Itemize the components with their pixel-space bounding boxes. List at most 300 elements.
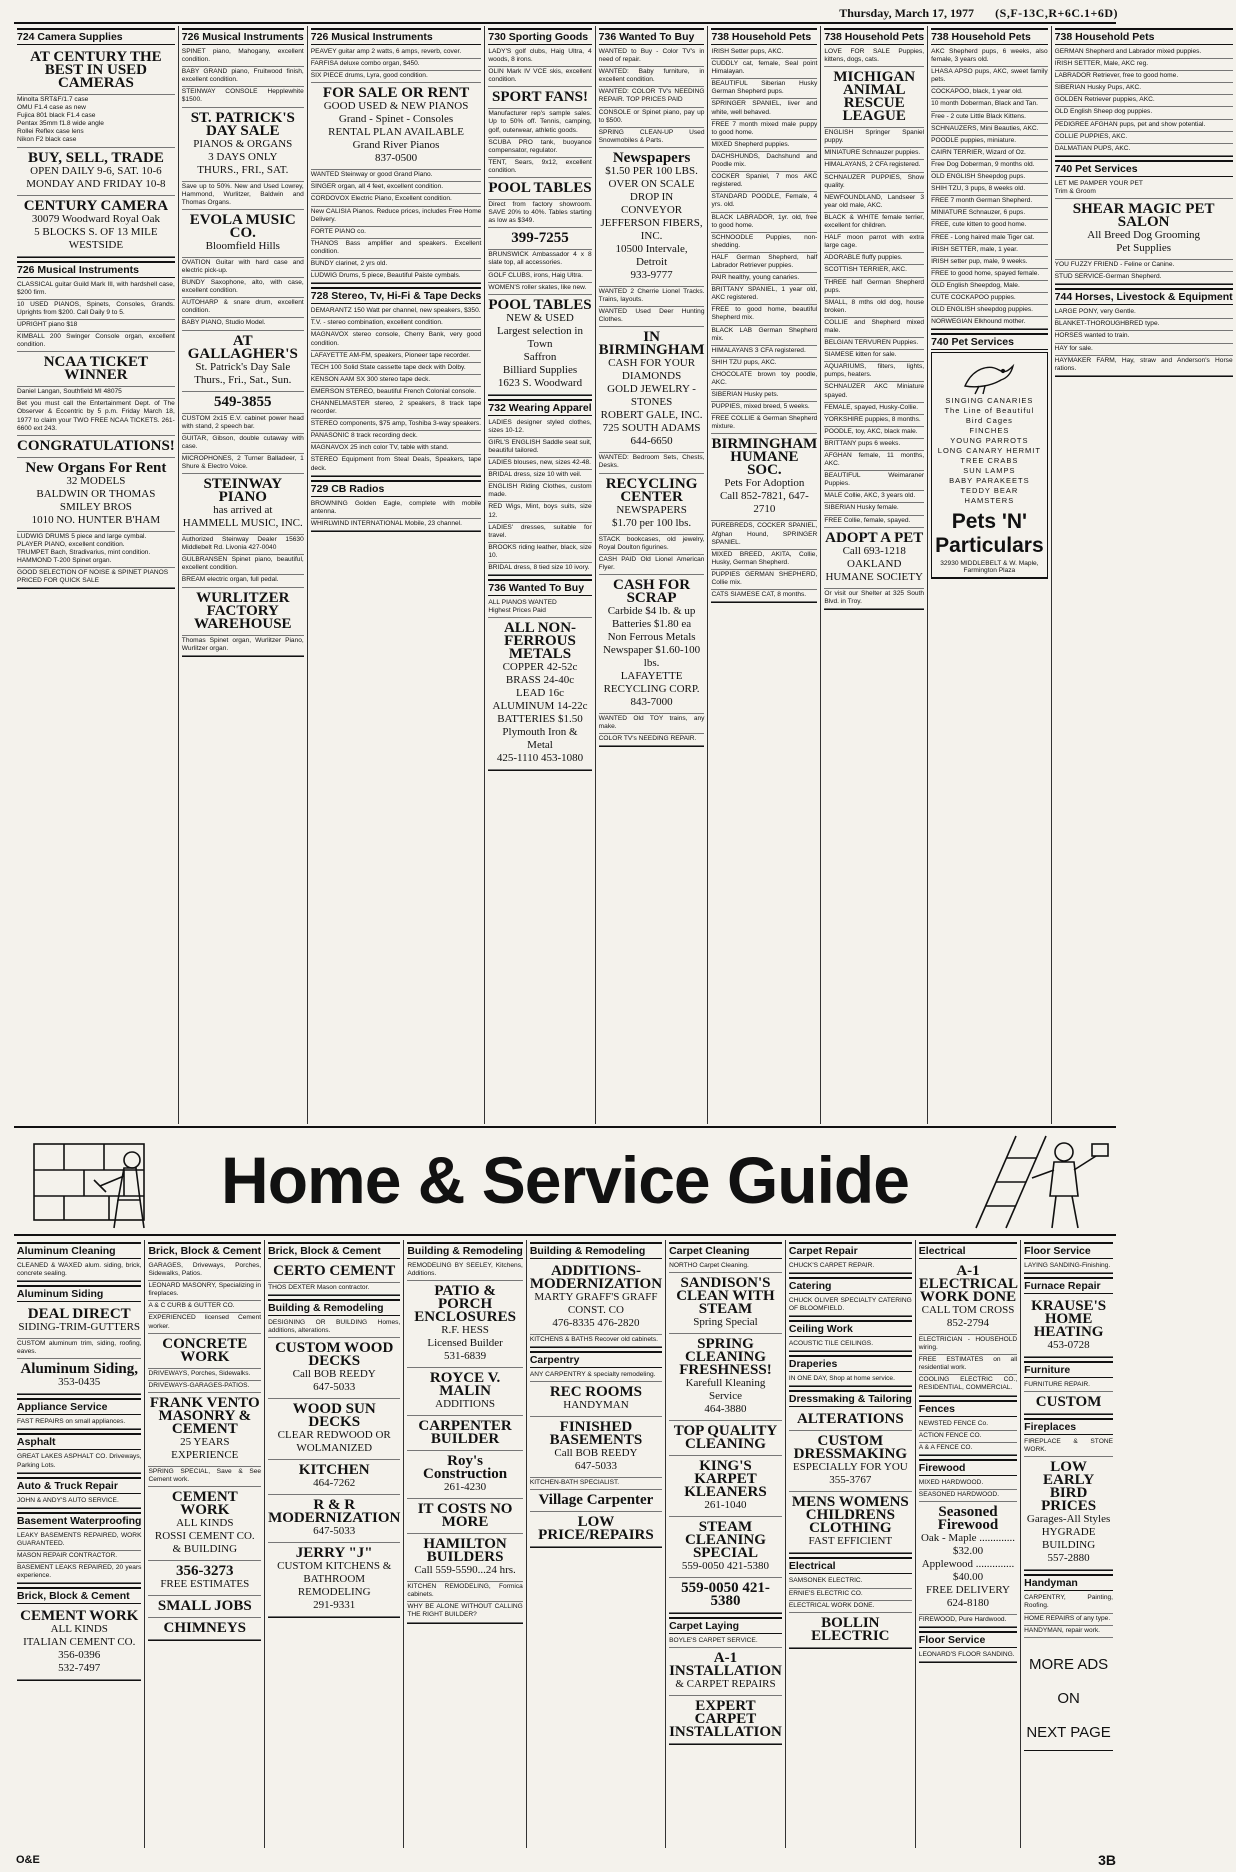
classified-ad — [311, 239, 482, 259]
section-heading: Handyman — [1024, 1574, 1113, 1591]
ad-line: LHASA APSO pups, AKC, sweet family pets. — [931, 68, 1048, 84]
ad-line: LOW PRICE/REPAIRS — [538, 1514, 654, 1544]
classified-section — [17, 1285, 141, 1395]
classified-ad — [17, 1261, 141, 1281]
ad-line: YOU FUZZY FRIEND - Feline or Canine. — [1054, 261, 1175, 269]
ad-line: Call 852-7821, 647-2710 — [719, 490, 809, 516]
ad-line: 5 BLOCKS S. OF 13 MILE WESTSIDE — [34, 225, 158, 251]
classified-ad — [1055, 319, 1233, 331]
ad-line: DRIVEWAYS, Porches, Sidewalks. — [148, 1369, 251, 1377]
ad-line: GREAT LAKES ASPHALT CO. Driveways, Parking Lots. — [17, 1453, 142, 1469]
ad-line: COPPER 42-52c — [502, 661, 578, 674]
ad-line: OLD ENGLISH sheepdog puppies. — [931, 306, 1033, 314]
pets-ad-line: The Line of Beautiful — [944, 406, 1035, 416]
classified-ad — [182, 588, 304, 636]
classified-ad — [311, 47, 482, 59]
ad-line: BRUNSWICK Ambassador 4 x 8 slate top, all accessories. — [488, 251, 592, 267]
ad-line: WURLITZER FACTORY WAREHOUSE — [194, 589, 292, 632]
classified-ad — [711, 390, 817, 402]
ad-line: FREE COLLIE & German Shepherd mixture. — [711, 415, 818, 431]
ad-line: Bloomfield Hills — [205, 239, 280, 252]
classified-ad — [311, 271, 482, 283]
classified-ad — [789, 1261, 912, 1273]
classified-ad — [311, 375, 482, 387]
ad-line: Roy's Construction — [422, 1453, 508, 1483]
ad-line: Authorized Steinway Dealer 15630 Middlebelt Rd. Livonia 427-0040 — [181, 536, 304, 552]
classified-ad — [824, 47, 924, 67]
ad-line: WOOD SUN DECKS — [292, 1401, 376, 1431]
ad-line: NORTHO Carpet Cleaning. — [669, 1262, 749, 1269]
ad-line: LADIES designer styled clothes, sizes 10-12. — [488, 418, 592, 434]
classified-section — [789, 1557, 912, 1648]
classified-ad — [824, 471, 924, 491]
classified-ad — [148, 1393, 261, 1467]
classified-ad — [268, 1399, 400, 1460]
classified-ad — [488, 67, 591, 87]
classified-ad — [182, 575, 304, 587]
bottom-column — [786, 1240, 916, 1848]
ad-line: Free Dog Doberman, 9 months old. — [931, 160, 1035, 168]
ad-line: GULBRANSEN Spinet piano, beautiful, excellent condition. — [181, 556, 304, 572]
ad-line: IN BIRMINGHAM — [598, 329, 705, 359]
classified-ad — [824, 589, 924, 609]
ad-line: YORKSHIRE puppies, 8 months. — [824, 415, 921, 423]
ad-line: AFGHAN female, 11 months, AKC. — [824, 452, 925, 468]
classified-ad — [1055, 59, 1233, 71]
ad-line: CALL TOM CROSS — [921, 1304, 1015, 1316]
classified-ad — [311, 351, 482, 363]
classified-ad — [311, 330, 482, 350]
ad-line: IRISH SETTER, male, 1 year. — [931, 245, 1018, 253]
ad-line: PATIO & PORCH ENCLOSURES — [414, 1283, 516, 1326]
classified-ad — [311, 519, 482, 531]
classified-ad — [488, 470, 591, 482]
ad-line: BUNDY Saxophone, alto, with case, excellent condition. — [181, 279, 304, 295]
ad-line: Highest Prices Paid — [488, 607, 546, 615]
ad-line: 30079 Woodward Royal Oak — [31, 212, 160, 225]
classified-ad — [824, 265, 924, 277]
top-column — [1052, 26, 1236, 1124]
ad-line: TENT, Sears, 9x12, excellent condition. — [488, 158, 592, 174]
classified-ad — [789, 1339, 912, 1351]
ad-line: CUSTOM aluminum trim, siding, roofing, eaves. — [17, 1340, 142, 1356]
ad-line: COCKER Spaniel, 7 mos AKC registered. — [711, 173, 818, 189]
classified-ad — [148, 1381, 261, 1393]
classified-ad — [824, 278, 924, 298]
classified-section — [311, 287, 482, 476]
classified-ad — [789, 1589, 912, 1601]
ad-line: 453-0728 — [1047, 1339, 1090, 1352]
ad-line: GUITAR, Gibson, double cutaway with case. — [181, 434, 304, 450]
ad-line: 532-7497 — [58, 1662, 101, 1675]
ad-line: MIXED Shepherd puppies. — [711, 140, 790, 148]
ad-line: LEONARD MASONRY, Specializing in fireplaces. — [148, 1282, 262, 1298]
ad-line: ITALIAN CEMENT CO. — [23, 1636, 136, 1649]
ad-line: Free - 2 cute Little Black Kittens. — [931, 112, 1027, 120]
section-heading: 729 CB Radios — [311, 480, 482, 497]
classified-ad — [148, 1281, 261, 1301]
ad-line: PUREBREDS, COCKER SPANIEL, Afghan Hound, SPRINGER SPANIEL. — [711, 522, 818, 546]
classified-ad — [931, 160, 1048, 172]
classified-ad — [407, 1602, 523, 1622]
classified-ad — [1055, 307, 1233, 319]
ad-line: FREE - Long haired male Tiger cat. — [931, 233, 1035, 241]
classified-ad — [488, 47, 591, 67]
ad-line: ELECTRICIAN - HOUSEHOLD wiring. — [918, 1336, 1018, 1352]
classified-ad — [931, 87, 1048, 99]
classified-ad — [1055, 120, 1233, 132]
ad-line: IRISH Setter pups, AKC. — [711, 48, 784, 55]
classified-ad — [1024, 1261, 1113, 1273]
ad-line: FORTE PIANO co. — [310, 227, 366, 235]
classified-ad — [488, 200, 591, 228]
classified-ad — [711, 273, 817, 285]
ad-line: SIBERIAN Husky pets. — [711, 391, 779, 399]
ad-line: CARPENTER BUILDER — [418, 1418, 512, 1448]
ad-line: RED Wigs, Mint, boys suits, size 12. — [488, 503, 592, 519]
classified-ad — [17, 399, 175, 435]
ad-line: Rollei Reflex case lens — [17, 128, 84, 136]
section-heading: Firewood — [919, 1459, 1017, 1476]
ad-line: FURNITURE REPAIR. — [1024, 1381, 1090, 1389]
classified-ad — [711, 172, 817, 192]
classified-ad — [311, 71, 482, 83]
ad-line: THANOS Bass amplifier and speakers. Excellent condition. — [310, 239, 482, 255]
classified-section — [669, 1242, 782, 1614]
ad-line: Billiard Supplies — [502, 363, 578, 376]
ad-line: PUPPIES GERMAN SHEPHERD, Collie mix. — [711, 570, 818, 587]
ad-line: GOOD USED & NEW PIANOS — [323, 100, 469, 113]
ad-line: UPRIGHT piano $18 — [17, 320, 78, 328]
ad-line: ALTERATIONS — [796, 1411, 904, 1428]
classified-ad — [931, 208, 1048, 220]
classified-ad — [824, 362, 924, 382]
classified-ad — [488, 87, 591, 109]
ad-line: MIXED HARDWOOD. — [918, 1478, 984, 1486]
classified-ad — [488, 482, 591, 502]
classified-ad — [268, 1495, 400, 1543]
ad-line: GOLD JEWELRY - STONES — [607, 383, 696, 409]
ad-line: STEAM CLEANING SPECIAL — [685, 1519, 766, 1562]
ad-line: OMU F1.4 case as new — [17, 104, 86, 112]
classified-section — [789, 1242, 912, 1274]
classified-ad — [669, 1273, 782, 1334]
ad-line: BRITTANY SPANIEL, 1 year old, AKC registered. — [711, 286, 818, 302]
classified-ad — [711, 99, 817, 119]
classified-ad — [711, 233, 817, 253]
ad-line: SCOTTISH TERRIER, AKC. — [824, 266, 907, 274]
classified-ad — [268, 1543, 400, 1617]
classified-ad — [824, 298, 924, 318]
ad-line: SMALL JOBS — [157, 1598, 252, 1615]
ad-line: KITCHEN-BATH SPECIALIST. — [529, 1479, 620, 1487]
classified-ad — [824, 318, 924, 338]
ad-line: CORDOVOX Electric Piano, Excellent condition. — [310, 195, 452, 203]
classified-ad — [711, 79, 817, 99]
ad-line: 10500 Intervale, Detroit — [615, 242, 688, 268]
ad-line: Saffron — [523, 350, 557, 363]
classified-ad — [824, 403, 924, 415]
classified-ad — [1055, 356, 1233, 376]
ad-line: Applewood .............. $40.00 — [921, 1558, 1015, 1584]
classified-ad — [488, 502, 591, 522]
classified-ad — [711, 140, 817, 152]
ad-line: Non Ferrous Metals — [607, 630, 696, 643]
classified-ad — [17, 436, 175, 458]
classified-ad — [17, 1531, 141, 1551]
classified-ad — [530, 1382, 662, 1417]
classified-ad — [311, 363, 482, 375]
ad-line: CHOCOLATE brown toy poodle, AKC. — [711, 370, 818, 386]
classified-ad — [599, 287, 705, 307]
classified-ad — [599, 327, 705, 453]
classified-ad — [268, 1460, 400, 1495]
classified-ad — [311, 306, 482, 318]
classified-ad — [824, 415, 924, 427]
more-ads-line: MORE ADS — [1028, 1655, 1109, 1673]
ad-line: IRISH SETTER, Male, AKC reg. — [1054, 60, 1149, 68]
classified-ad — [488, 250, 591, 270]
classified-ad — [824, 427, 924, 439]
classified-ad — [599, 714, 705, 734]
classified-ad — [1055, 260, 1233, 272]
ad-line: PIANOS & ORGANS — [193, 137, 293, 150]
ad-line: Grand River Pianos — [352, 139, 440, 152]
classified-ad — [919, 1375, 1017, 1395]
classified-ad — [488, 563, 591, 575]
ad-line: ALL KINDS — [176, 1517, 234, 1530]
ad-line: LABRADOR Retriever, free to good home. — [1054, 72, 1179, 80]
ad-line: LOVE FOR SALE Puppies, kittens, dogs, cats. — [824, 48, 925, 64]
ad-line: CONGRATULATIONS! — [17, 437, 175, 454]
classified-ad — [824, 338, 924, 350]
ad-line: EXPERT CARPET INSTALLATION — [669, 1698, 782, 1741]
classified-ad — [711, 120, 817, 140]
classified-ad — [669, 1636, 782, 1648]
ad-line: CUSTOM WOOD DECKS — [275, 1340, 394, 1370]
ad-line: JERRY "J" — [295, 1545, 373, 1562]
classified-ad — [17, 332, 175, 352]
ad-line: HAMMELL MUSIC, INC. — [182, 517, 303, 530]
ad-line: 933-9777 — [630, 268, 673, 281]
ad-line: NCAA TICKET WINNER — [43, 354, 149, 384]
ad-line: SCUBA PRO tank, buoyance compensator, regulator. — [488, 138, 592, 154]
classified-ad — [311, 419, 482, 431]
ad-line: Pets For Adoption — [724, 477, 805, 490]
ad-line: POOL TABLES — [488, 180, 592, 197]
classified-section — [1055, 28, 1233, 157]
classified-ad — [407, 1534, 523, 1582]
section-heading: 726 Musical Instruments — [17, 261, 175, 278]
classified-ad — [17, 300, 175, 320]
ad-line: 10 USED PIANOS, Spinets, Consoles, Grands. Uprights from $200. Call Daily 9 to 5. — [17, 300, 175, 316]
ad-line: 531-6839 — [443, 1350, 487, 1363]
classified-section — [530, 1351, 662, 1548]
ad-line: MENS WOMENS CHILDRENS CLOTHING — [791, 1494, 909, 1537]
classified-ad — [789, 1576, 912, 1588]
classified-ad — [488, 543, 591, 563]
classified-ad — [17, 95, 175, 148]
ad-line: REC ROOMS — [549, 1384, 642, 1401]
section-heading: 738 Household Pets — [711, 28, 817, 45]
ad-line: Trim & Groom — [1054, 187, 1096, 195]
classified-ad — [919, 1335, 1017, 1355]
classified-ad — [711, 521, 817, 549]
ad-line: BABY GRAND piano, Fruitwood finish, excellent condition. — [181, 68, 304, 84]
ad-line: Nikon F2 black case — [17, 136, 77, 144]
classified-section — [17, 1242, 141, 1282]
top-column — [308, 26, 486, 1124]
ad-line: SIBERIAN Husky female. — [824, 504, 899, 512]
classified-ad — [17, 1563, 141, 1583]
ad-line: ALL PIANOS WANTED — [488, 599, 557, 607]
ad-line: Minolta SRT&F/1.7 case — [17, 96, 89, 103]
classified-ad — [17, 196, 175, 257]
ad-line: KENSON AAM SX 300 stereo tape deck. — [310, 375, 431, 383]
classified-ad — [311, 318, 482, 330]
ad-line: STUD SERVICE-German Shepherd. — [1054, 273, 1162, 281]
section-heading: Dressmaking & Tailoring — [789, 1390, 912, 1407]
section-heading: Ceiling Work — [789, 1320, 912, 1337]
ad-line: Largest selection in Town — [497, 324, 583, 350]
page-number: 3B — [1098, 1852, 1116, 1868]
classified-section — [268, 1299, 400, 1618]
classified-ad — [824, 350, 924, 362]
ad-line: 425-1110 453-1080 — [496, 752, 584, 765]
classified-ad — [711, 370, 817, 390]
classified-ad — [182, 278, 304, 298]
ad-line: $1.50 PER 100 LBS. — [605, 164, 698, 177]
classified-ad — [919, 1431, 1017, 1443]
classified-section — [530, 1242, 662, 1348]
ad-line: BROWNING Golden Eagle, complete with mobile antenna. — [310, 499, 482, 515]
classified-ad — [931, 99, 1048, 111]
classified-ad — [931, 269, 1048, 281]
ad-line: OVER ON SCALE — [608, 177, 695, 190]
classified-ad — [311, 387, 482, 399]
ad-line: HALF moon parrot with extra large cage. — [824, 234, 925, 250]
ad-line: RECYCLING CENTER — [605, 475, 698, 505]
ad-line: 559-0050 421-5380 — [681, 1580, 770, 1610]
ad-line: 32 MODELS — [66, 474, 126, 487]
classified-ad — [824, 439, 924, 451]
pets-ad-line: BABY PARAKEETS — [949, 476, 1030, 486]
ad-line: Karefull Kleaning Service — [685, 1377, 766, 1403]
section-heading: 740 Pet Services — [931, 333, 1048, 350]
ad-line: 1623 S. Woodward — [497, 376, 583, 389]
ad-line: FINISHED BASEMENTS — [549, 1419, 643, 1449]
ad-line: SMALL, 8 mths old dog, house broken. — [824, 298, 925, 314]
ad-line: ROSSI CEMENT CO. — [154, 1530, 255, 1543]
ad-line: BLACK LAB German Shepherd mix. — [711, 326, 818, 342]
classified-ad — [919, 1261, 1017, 1335]
classified-ad — [182, 535, 304, 555]
ad-line: STEREO Equipment from Steal Deals, Speakers, tape deck. — [310, 456, 482, 472]
classified-ad — [1024, 1380, 1113, 1392]
classified-ad — [931, 317, 1048, 329]
ad-line: ROYCE V. MALIN — [429, 1370, 501, 1400]
classified-ad — [488, 228, 591, 250]
issue-date: Thursday, March 17, 1977 — [839, 6, 974, 20]
classified-ad — [599, 148, 705, 287]
classified-section — [148, 1242, 261, 1641]
ad-line: & BUILDING — [172, 1543, 238, 1556]
classified-ad — [711, 358, 817, 370]
classified-ad — [1024, 1296, 1113, 1357]
ad-line: 3 DAYS ONLY — [208, 150, 278, 163]
classified-ad — [599, 67, 705, 87]
ad-line: CUSTOM KITCHENS & BATHROOM REMODELING — [277, 1560, 392, 1599]
ad-line: AQUARIUMS, filters, lights, pumps, heaters. — [824, 363, 925, 379]
section-heading: Fences — [919, 1400, 1017, 1417]
ad-line: CONCRETE WORK — [162, 1335, 248, 1365]
ad-line: OAKLAND HUMANE SOCIETY — [825, 557, 923, 583]
pets-ad-line: YOUNG PARROTS — [950, 436, 1029, 446]
classified-section — [17, 28, 175, 258]
ad-line: Save up to 50%. New and Used Lowrey, Hammond, Wurlitzer, Baldwin and Thomas Organs. — [181, 182, 304, 206]
ad-line: Batteries $1.80 ea — [612, 617, 692, 630]
ad-line: KIMBALL 200 Swinger Console organ, excellent condition. — [17, 333, 175, 349]
classified-ad — [311, 207, 482, 227]
ad-line: FAST EFFICIENT — [808, 1535, 893, 1548]
classified-ad — [931, 67, 1048, 87]
classified-ad — [148, 1313, 261, 1333]
ad-line: LOW EARLY BIRD PRICES — [1041, 1459, 1097, 1515]
classified-ad — [931, 293, 1048, 305]
classified-ad — [824, 193, 924, 213]
classified-section — [919, 1400, 1017, 1456]
ad-line: FREE to good home, beautiful Shepherd mix. — [711, 306, 818, 322]
classified-section — [17, 1587, 141, 1681]
classified-ad — [17, 387, 175, 399]
classified-section — [1055, 288, 1233, 377]
ad-line: SAMSONEK ELECTRIC. — [788, 1577, 863, 1585]
pets-ad-line: SINGING CANARIES — [945, 396, 1034, 406]
ad-line: CASH FOR SCRAP — [613, 576, 691, 606]
classified-ad — [931, 47, 1048, 67]
classified-ad — [17, 1496, 141, 1508]
classified-ad — [669, 1261, 782, 1273]
classified-ad — [17, 1551, 141, 1563]
section-heading: Building & Remodeling — [530, 1242, 662, 1259]
classified-section — [599, 28, 705, 747]
ad-line: WANTED Steinway or good Grand Piano. — [310, 171, 433, 179]
section-heading: Carpentry — [530, 1351, 662, 1368]
classified-ad — [1055, 272, 1233, 284]
classified-ad — [931, 172, 1048, 184]
ad-line: RENTAL PLAN AVAILABLE — [328, 126, 464, 139]
classified-ad — [711, 192, 817, 212]
ad-line: STEREO components, $75 amp, Toshiba 3-way speakers. — [310, 420, 482, 428]
home-service-guide-banner — [14, 1126, 1116, 1236]
section-heading: 744 Horses, Livestock & Equipment — [1055, 288, 1233, 305]
classified-ad — [488, 178, 591, 200]
ad-line: KITCHEN — [298, 1462, 370, 1479]
ad-line: CLASSICAL guitar Guild Mark III, with hardshell case, $200 firm. — [17, 280, 175, 296]
ad-line: BABY PIANO, Studio Model. — [181, 319, 266, 327]
section-heading: Aluminum Siding — [17, 1285, 141, 1302]
ad-line: 647-5033 — [313, 1381, 356, 1394]
classified-ad — [824, 451, 924, 471]
classified-ad — [711, 213, 817, 233]
classified-ad — [789, 1613, 912, 1648]
ad-line: Garages-All Styles — [1026, 1513, 1111, 1526]
ad-line: ST. PATRICK'S DAY SALE — [190, 109, 295, 139]
ad-line: ENGLISH Riding Clothes, custom made. — [488, 483, 592, 499]
ad-line: $1.70 per 100 lbs. — [612, 516, 692, 529]
classified-ad — [182, 182, 304, 210]
classified-ad — [268, 1338, 400, 1399]
